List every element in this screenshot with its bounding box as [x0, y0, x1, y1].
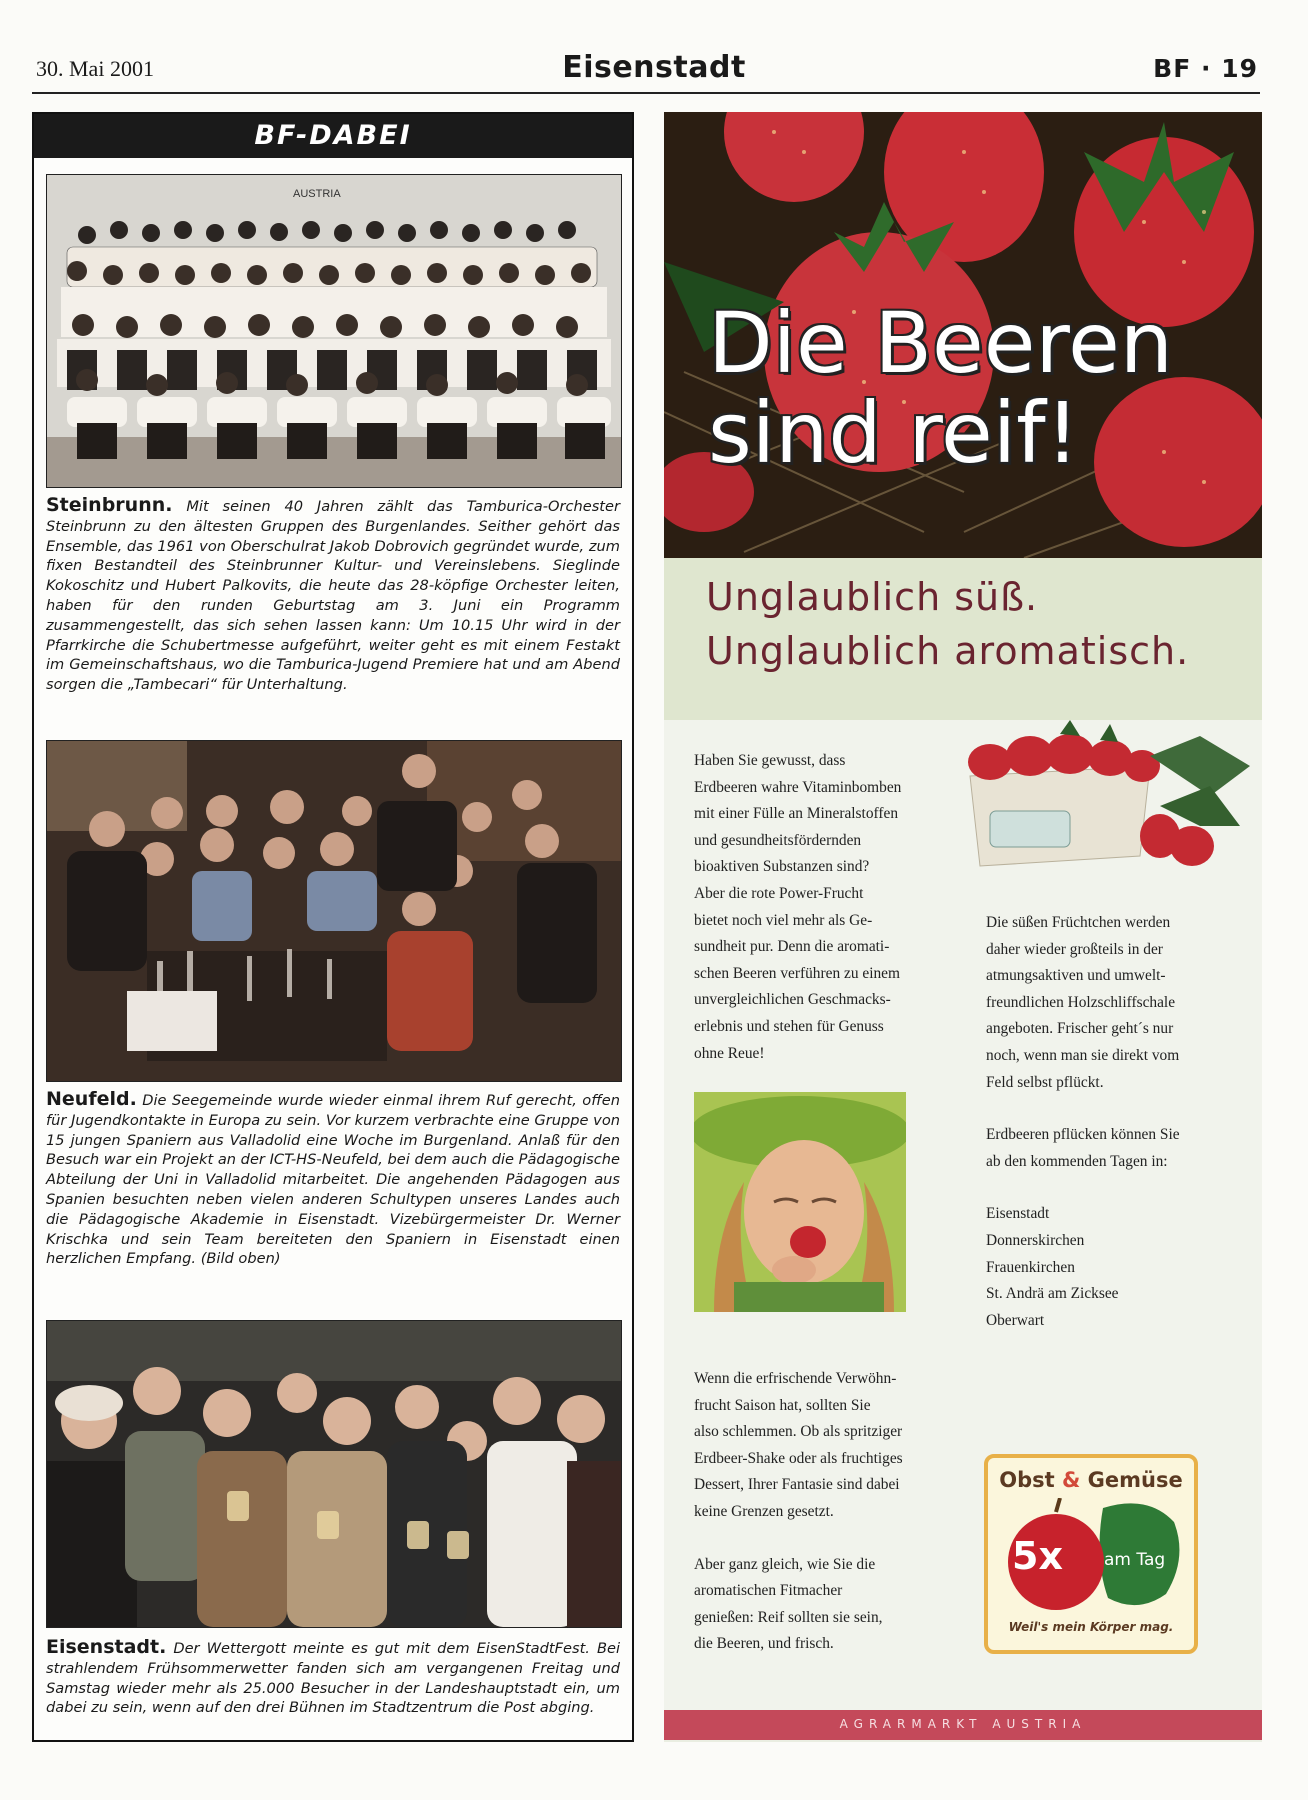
caption-place: Eisenstadt. [46, 1636, 167, 1658]
logo-slogan: Weil's mein Körper mag. [1008, 1620, 1174, 1634]
place-item: Donnerskirchen [986, 1231, 1085, 1249]
col2-line: daher wieder großteils in der [986, 940, 1163, 958]
col2-line: ab den kommenden Tagen in: [986, 1152, 1168, 1170]
col1-line: Erdbeeren wahre Vitaminbomben [694, 778, 902, 796]
col1-line: erlebnis und stehen für Genuss [694, 1017, 884, 1035]
bf-dabei-column [32, 112, 634, 1742]
col1-line: unvergleichlichen Geschmacks- [694, 991, 891, 1009]
logo-title: Obst & Gemüse [999, 1468, 1183, 1492]
col1-line: ohne Reue! [694, 1044, 765, 1062]
subline-2: Unglaublich aromatisch. [706, 629, 1190, 673]
caption-steinbrunn [46, 496, 620, 695]
obst-gemuese-logo [984, 1454, 1198, 1654]
col2-line: atmungsaktiven und umwelt- [986, 967, 1166, 985]
col1-line: Wenn die erfrischende Verwöhn- [694, 1370, 897, 1387]
logo-am-tag: am Tag [1104, 1550, 1166, 1570]
caption-text: Der Wettergott meinte es gut mit dem EisenStadtFest. Bei strahlendem Frühsommerwetter fanden sich am vergangenen Freitag und Samstag wieder mehr als 25.000 Besucher in der Landeshauptstadt ein, um dabei zu sein, wenn auf den drei Bühnen im Stadtzentrum die Post abging. [46, 1640, 620, 1717]
photo-eisenstadt-fest [46, 1320, 622, 1628]
caption-text: Die Seegemeinde wurde wieder einmal ihrem Ruf gerecht, offen für Jugendkontakte in Europa zu sein. Vor kurzem verbrachte eine Gruppe von 15 jungen Spaniern aus Valladolid eine Woche im Burgenland. Anlaß für den Besuch war ein Projekt an der ICT-HS-Neufeld, bei dem auch die Pädagogische Abteilung der Uni in Valladolid mitarbeitet. Die angehenden Pädagogen aus Spanien besuchten neben vielen anderen Schultypen unseres Landes auch die Pädagogische Akademie in Eisenstadt. Vizebürgermeister Dr. Werner Krischka und sein Team bereiteten den Spaniern in Eisenstadt einen herzlichen Empfang. (Bild oben) [46, 1092, 620, 1268]
col2-line: angeboten. Frischer geht´s nur [986, 1020, 1174, 1038]
column-rubrik: BF-DABEI [34, 114, 632, 158]
col2-line: noch, wenn man sie direkt vom [986, 1046, 1180, 1064]
page-number: BF · 19 [1153, 54, 1258, 83]
col1-line: bietet noch viel mehr als Ge- [694, 911, 873, 929]
col1-line: bioaktiven Substanzen sind? [694, 858, 870, 876]
col2-line: freundlichen Holzschliffschale [986, 993, 1176, 1011]
col1-line: Aber ganz gleich, wie Sie die [694, 1555, 876, 1573]
subline-1: Unglaublich süß. [706, 575, 1039, 619]
place-item: St. Andrä am Zicksee [986, 1285, 1119, 1303]
girl-eating-strawberry-photo [694, 1092, 906, 1312]
caption-eisenstadt [46, 1638, 620, 1718]
photo-neufeld [46, 740, 622, 1082]
col1-line: frucht Saison hat, sollten Sie [694, 1396, 871, 1414]
caption-text: Mit seinen 40 Jahren zählt das Tamburica-Orchester Steinbrunn zu den ältesten Gruppen des Burgenlandes. Seither gehört das Ensemble, das 1961 von Oberschulrat Jakob Dobrovich gegründet wurde, zum fixen Bestandteil des Steinbrunner Kultur- und Vereinslebens. Sieglinde Kokoschitz und Hubert Palkovits, die heute das 28-köpfige Orchester leiten, haben für den runden Geburtstag am 3. Juni ein Programm zusammengestellt, das sich sehen lassen kann: Um 10.15 Uhr wird in der Pfarrkirche die Schubertmesse aufgeführt, weiter geht es mit einem Festakt im Gemeinschaftshaus, wo die Tamburica-Jugend Premiere hat und am Abend sorgen die „Tambecari“ für Unterhaltung. [46, 498, 621, 694]
issue-date: 30. Mai 2001 [36, 56, 154, 81]
ama-footer-text: AGRARMARKT AUSTRIA [839, 1717, 1087, 1731]
strawberry-advertisement [664, 112, 1262, 1742]
photo-banner-text: AUSTRIA [293, 188, 341, 200]
caption-neufeld [46, 1090, 620, 1269]
col2-line: Erdbeeren pflücken können Sie [986, 1126, 1180, 1144]
ad-col2-text [986, 910, 1236, 1334]
headline-line2: sind reif! [708, 384, 1080, 482]
headline-line1: Die Beeren [708, 294, 1173, 392]
col2-line: Die süßen Früchtchen werden [986, 914, 1171, 931]
place-item: Oberwart [986, 1311, 1045, 1329]
col1-line: genießen: Reif sollten sie sein, [694, 1608, 883, 1626]
photo-orchestra [46, 174, 622, 488]
col1-line: Erdbeer-Shake oder als fruchtiges [694, 1449, 903, 1467]
col1-line: aromatischen Fitmacher [694, 1582, 843, 1600]
header-rule [32, 92, 1260, 94]
col1-line: mit einer Fülle an Mineralstoffen [694, 805, 899, 823]
col1-line: und gesundheitsfördernden [694, 831, 862, 849]
col1-line: schen Beeren verführen zu einem [694, 964, 900, 982]
strawberry-punnet-image [960, 716, 1256, 876]
col1-line: die Beeren, und frisch. [694, 1635, 834, 1653]
section-title: Eisenstadt [562, 50, 746, 85]
col1-line: sundheit pur. Denn die aromati- [694, 938, 890, 956]
logo-5x: 5x [1012, 1534, 1063, 1578]
place-item: Frauenkirchen [986, 1258, 1075, 1276]
caption-place: Steinbrunn. [46, 494, 173, 516]
col1-line: Aber die rote Power-Frucht [694, 884, 864, 902]
col2-line: Feld selbst pflückt. [986, 1073, 1104, 1091]
col1-line: also schlemmen. Ob als spritziger [694, 1423, 903, 1441]
col1-line: Haben Sie gewusst, dass [694, 752, 846, 769]
place-item: Eisenstadt [986, 1205, 1050, 1223]
ad-subline [706, 570, 1189, 678]
col1-line: keine Grenzen gesetzt. [694, 1502, 834, 1520]
caption-place: Neufeld. [46, 1088, 137, 1110]
ad-col1-text [694, 748, 944, 1067]
ad-col1-text-lower [694, 1366, 944, 1658]
ad-headline [708, 294, 1173, 482]
col1-line: Dessert, Ihrer Fantasie sind dabei [694, 1476, 900, 1494]
